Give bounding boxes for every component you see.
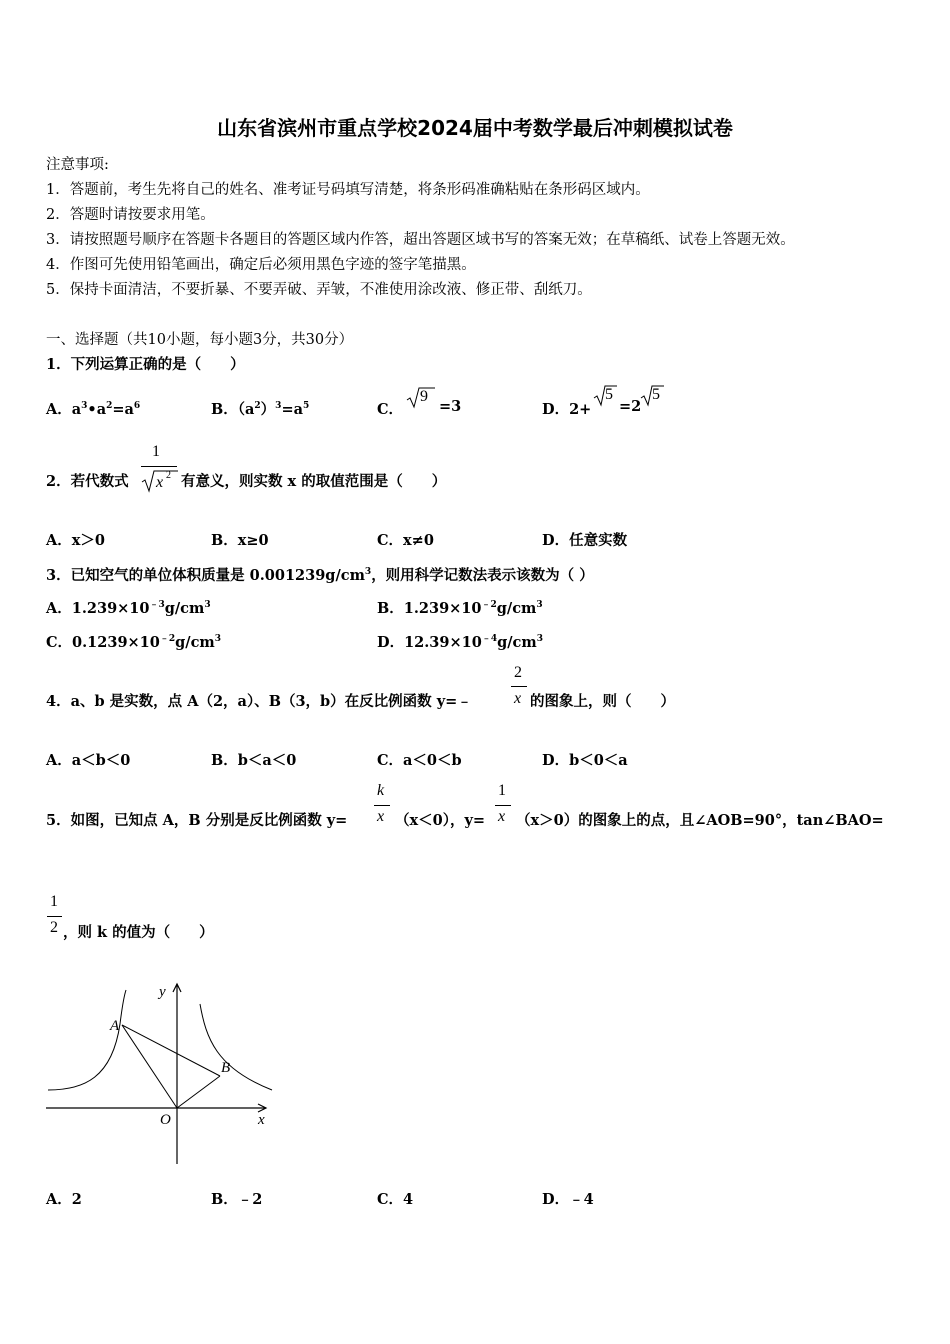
question-4-option-b: B．b＜a＜0 [211,752,297,769]
fraction-bar [47,916,62,917]
question-3-stem: 3．已知空气的单位体积质量是 $0.001239g/cm^3$，则用科学记数法表示该数为（ ） [46,567,594,584]
note-item: 5．保持卡面清洁，不要折暴、不要弄破、弄皱，不准使用涂改液、修正带、刮纸刀。 [46,282,592,298]
question-5-part-3: （x＞0）的图象上的点，且∠AOB=90°，tan∠BAO= [516,812,884,829]
fraction-numerator: 1 [50,893,58,910]
question-2-option-c: C．x≠0 [377,532,434,549]
question-2-option-a: A．x＞0 [46,532,105,549]
question-5-option-c: C．4 [377,1191,414,1208]
fraction-numerator: 1 [152,443,160,460]
fraction-denominator: x [498,808,506,825]
question-1-option-c-label: C． [377,401,404,418]
fraction-numerator: 1 [498,782,506,799]
section-heading: 一、选择题（共10小题，每小题3分，共30分） [46,332,354,348]
radicand: 5 [652,386,660,403]
fraction-bar [495,805,511,806]
question-5-option-b: B．﹣2 [211,1191,263,1208]
question-4-option-c: C．a＜0＜b [377,752,462,769]
fraction-bar [374,805,390,806]
note-item: 2．答题时请按要求用笔。 [46,207,215,223]
question-5-part-4: ，则 k 的值为（ ） [63,924,214,941]
fraction-numerator: k [377,782,385,799]
fraction-numerator: 2 [514,664,522,681]
question-3-option-b: B．$1.239\times 10^{﹣2}g/cm^3$ [377,600,543,617]
question-1-option-c-tail: =3 [439,398,462,415]
question-3-option-c: C．$0.1239\times 10^{﹣2}g/cm^3$ [46,634,222,651]
fraction-denominator: x [377,808,385,825]
question-5-option-a: A．2 [46,1191,82,1208]
fraction-denominator: 2 [50,919,58,936]
notes-heading: 注意事项: [46,157,109,173]
question-1-stem: 1．下列运算正确的是（ ） [46,356,245,373]
note-item: 4．作图可先使用铅笔画出，确定后必须用黑色字迹的签字笔描黑。 [46,257,476,273]
note-item: 3．请按照题号顺序在答题卡各题目的答题区域内作答，超出答题区域书写的答案无效；在草稿纸、试卷上答题无效。 [46,232,795,248]
question-1-option-a: A．$a^3•a^2=a^6$ [46,401,141,418]
question-4-suffix: 的图象上，则（ ） [530,693,675,710]
question-2-option-b: B．x≥0 [211,532,269,549]
question-1-option-d-label: D．2+ [542,401,592,418]
point-label-a: A [110,1018,120,1034]
question-1-option-b: B．$(a^2)^3=a^5$ [211,401,310,418]
point-label-b: B [221,1060,231,1076]
question-1-option-d-mid: =2 [619,398,642,415]
radicand: 9 [420,388,428,405]
right-curve [200,1004,272,1090]
radicand: 5 [605,386,613,403]
left-curve [48,990,126,1090]
question-5-part-1: 5．如图，已知点 A，B 分别是反比例函数 y= [46,812,348,829]
question-4-option-a: A．a＜b＜0 [46,752,131,769]
question-2-suffix: 有意义，则实数 x 的取值范围是（ ） [181,473,447,490]
fraction-bar [141,466,177,467]
question-3-option-d: D．$12.39\times 10^{﹣4}g/cm^3$ [377,634,543,651]
radicand-variable: x [156,474,164,491]
segment-oa [122,1025,177,1108]
question-2-prefix: 2．若代数式 [46,473,129,490]
note-item: 1．答题前，考生先将自己的姓名、准考证号码填写清楚，将条形码准确粘贴在条形码区域内。 [46,182,650,198]
question-5-figure [44,978,274,1168]
segment-ab [122,1025,220,1076]
question-5-part-2: （x＜0），y= [395,812,486,829]
question-3-option-a: A．$1.239\times 10^{﹣3}g/cm^3$ [46,600,211,617]
question-4-option-d: D．b＜0＜a [542,752,628,769]
origin-label: O [160,1112,171,1128]
radicand-exponent: 2 [166,470,171,481]
axis-label-y: y [159,984,166,1000]
page-title: 山东省滨州市重点学校2024届中考数学最后冲刺模拟试卷 [217,116,733,140]
fraction-denominator: x [514,690,522,707]
fraction-bar [511,686,527,687]
question-2-option-d: D．任意实数 [542,532,628,549]
segment-ob [177,1076,220,1108]
question-5-option-d: D．﹣4 [542,1191,594,1208]
axis-label-x: x [258,1112,265,1128]
question-4-prefix: 4．a、b 是实数，点 A（2，a）、B（3，b）在反比例函数 y=﹣ [46,693,472,710]
